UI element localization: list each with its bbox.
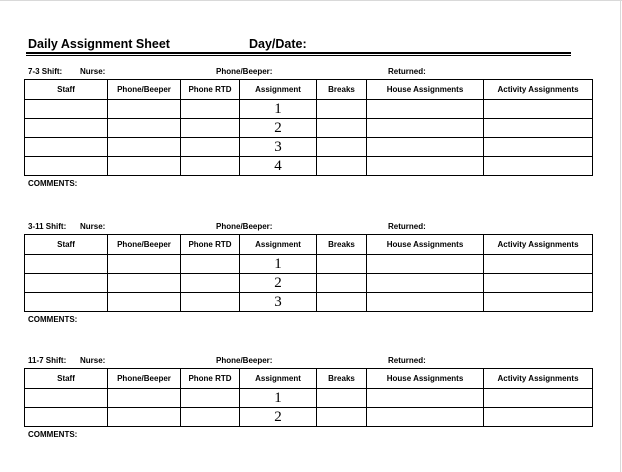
house-assignments-cell[interactable] xyxy=(367,119,484,138)
assignment-number: 3 xyxy=(240,138,317,157)
activity-assignments-cell[interactable] xyxy=(484,119,593,138)
table-header-row xyxy=(25,235,593,255)
breaks-cell[interactable] xyxy=(317,119,367,138)
phone-beeper-label: Phone/Beeper: xyxy=(216,67,273,76)
phone-beeper-label: Phone/Beeper: xyxy=(216,222,273,231)
assignment-number: 2 xyxy=(240,408,317,427)
table-row xyxy=(25,138,593,157)
breaks-cell[interactable] xyxy=(317,274,367,293)
nurse-label: Nurse: xyxy=(80,222,106,231)
staff-cell[interactable] xyxy=(25,119,108,138)
table-row xyxy=(25,389,593,408)
assignment-number: 1 xyxy=(240,100,317,119)
phone-beeper-cell[interactable] xyxy=(108,274,181,293)
returned-label: Returned: xyxy=(388,67,426,76)
activity-assignments-cell[interactable] xyxy=(484,408,593,427)
activity-assignments-cell[interactable] xyxy=(484,138,593,157)
shift-section-3-11 xyxy=(24,222,592,324)
table-row xyxy=(25,119,593,138)
phone-rtd-cell[interactable] xyxy=(181,274,240,293)
phone-beeper-cell[interactable] xyxy=(108,293,181,312)
breaks-cell[interactable] xyxy=(317,255,367,274)
col-phone-beeper: Phone/Beeper xyxy=(108,369,181,389)
sheet-title: Daily Assignment Sheet xyxy=(28,37,170,51)
comments-label: COMMENTS: xyxy=(28,430,78,439)
col-assignment: Assignment xyxy=(240,369,317,389)
col-breaks: Breaks xyxy=(317,369,367,389)
house-assignments-cell[interactable] xyxy=(367,100,484,119)
activity-assignments-cell[interactable] xyxy=(484,157,593,176)
comments-label: COMMENTS: xyxy=(28,315,78,324)
staff-cell[interactable] xyxy=(25,138,108,157)
returned-label: Returned: xyxy=(388,356,426,365)
col-phone-rtd: Phone RTD xyxy=(181,80,240,100)
table-row xyxy=(25,100,593,119)
nurse-label: Nurse: xyxy=(80,67,106,76)
phone-beeper-cell[interactable] xyxy=(108,138,181,157)
assignment-number: 3 xyxy=(240,293,317,312)
house-assignments-cell[interactable] xyxy=(367,293,484,312)
section-header xyxy=(24,67,592,79)
house-assignments-cell[interactable] xyxy=(367,157,484,176)
returned-label: Returned: xyxy=(388,222,426,231)
phone-beeper-cell[interactable] xyxy=(108,157,181,176)
col-staff: Staff xyxy=(25,80,108,100)
staff-cell[interactable] xyxy=(25,100,108,119)
col-house-assignments: House Assignments xyxy=(367,80,484,100)
shift-section-11-7 xyxy=(24,356,592,439)
breaks-cell[interactable] xyxy=(317,138,367,157)
page-top-border xyxy=(0,0,622,1)
phone-beeper-cell[interactable] xyxy=(108,408,181,427)
phone-rtd-cell[interactable] xyxy=(181,157,240,176)
col-breaks: Breaks xyxy=(317,80,367,100)
phone-beeper-label: Phone/Beeper: xyxy=(216,356,273,365)
assignment-number: 2 xyxy=(240,274,317,293)
table-row xyxy=(25,157,593,176)
breaks-cell[interactable] xyxy=(317,389,367,408)
col-phone-rtd: Phone RTD xyxy=(181,369,240,389)
col-assignment: Assignment xyxy=(240,80,317,100)
col-assignment: Assignment xyxy=(240,235,317,255)
title-rule-thin xyxy=(26,55,571,56)
staff-cell[interactable] xyxy=(25,157,108,176)
day-date-label: Day/Date: xyxy=(249,37,307,51)
house-assignments-cell[interactable] xyxy=(367,389,484,408)
col-activity-assignments: Activity Assignments xyxy=(484,235,593,255)
col-house-assignments: House Assignments xyxy=(367,235,484,255)
col-breaks: Breaks xyxy=(317,235,367,255)
breaks-cell[interactable] xyxy=(317,408,367,427)
breaks-cell[interactable] xyxy=(317,293,367,312)
shift-label: 3-11 Shift: xyxy=(28,222,67,231)
table-row xyxy=(25,255,593,274)
assignment-number: 1 xyxy=(240,389,317,408)
table-row xyxy=(25,274,593,293)
phone-rtd-cell[interactable] xyxy=(181,408,240,427)
phone-beeper-cell[interactable] xyxy=(108,255,181,274)
phone-beeper-cell[interactable] xyxy=(108,100,181,119)
breaks-cell[interactable] xyxy=(317,157,367,176)
nurse-label: Nurse: xyxy=(80,356,106,365)
house-assignments-cell[interactable] xyxy=(367,408,484,427)
comments-label: COMMENTS: xyxy=(28,179,78,188)
house-assignments-cell[interactable] xyxy=(367,274,484,293)
assignment-number: 2 xyxy=(240,119,317,138)
col-staff: Staff xyxy=(25,369,108,389)
activity-assignments-cell[interactable] xyxy=(484,100,593,119)
assignment-number: 4 xyxy=(240,157,317,176)
col-activity-assignments: Activity Assignments xyxy=(484,369,593,389)
page-right-border xyxy=(620,0,621,472)
col-phone-beeper: Phone/Beeper xyxy=(108,235,181,255)
phone-rtd-cell[interactable] xyxy=(181,100,240,119)
activity-assignments-cell[interactable] xyxy=(484,274,593,293)
shift-section-7-3 xyxy=(24,67,592,188)
staff-cell[interactable] xyxy=(25,389,108,408)
shift-label: 7-3 Shift: xyxy=(28,67,63,76)
activity-assignments-cell[interactable] xyxy=(484,255,593,274)
section-header xyxy=(24,356,592,368)
title-rule-thick xyxy=(26,52,571,54)
table-header-row xyxy=(25,369,593,389)
assignment-table xyxy=(24,79,593,176)
section-header xyxy=(24,222,592,234)
col-house-assignments: House Assignments xyxy=(367,369,484,389)
activity-assignments-cell[interactable] xyxy=(484,389,593,408)
col-staff: Staff xyxy=(25,235,108,255)
assignment-table xyxy=(24,234,593,312)
assignment-number: 1 xyxy=(240,255,317,274)
staff-cell[interactable] xyxy=(25,293,108,312)
phone-rtd-cell[interactable] xyxy=(181,389,240,408)
activity-assignments-cell[interactable] xyxy=(484,293,593,312)
staff-cell[interactable] xyxy=(25,274,108,293)
phone-rtd-cell[interactable] xyxy=(181,138,240,157)
staff-cell[interactable] xyxy=(25,408,108,427)
col-activity-assignments: Activity Assignments xyxy=(484,80,593,100)
assignment-table xyxy=(24,368,593,427)
phone-beeper-cell[interactable] xyxy=(108,389,181,408)
house-assignments-cell[interactable] xyxy=(367,255,484,274)
table-header-row xyxy=(25,80,593,100)
table-row xyxy=(25,408,593,427)
table-row xyxy=(25,293,593,312)
staff-cell[interactable] xyxy=(25,255,108,274)
breaks-cell[interactable] xyxy=(317,100,367,119)
house-assignments-cell[interactable] xyxy=(367,138,484,157)
phone-rtd-cell[interactable] xyxy=(181,255,240,274)
phone-beeper-cell[interactable] xyxy=(108,119,181,138)
col-phone-rtd: Phone RTD xyxy=(181,235,240,255)
col-phone-beeper: Phone/Beeper xyxy=(108,80,181,100)
shift-label: 11-7 Shift: xyxy=(28,356,67,365)
phone-rtd-cell[interactable] xyxy=(181,119,240,138)
phone-rtd-cell[interactable] xyxy=(181,293,240,312)
